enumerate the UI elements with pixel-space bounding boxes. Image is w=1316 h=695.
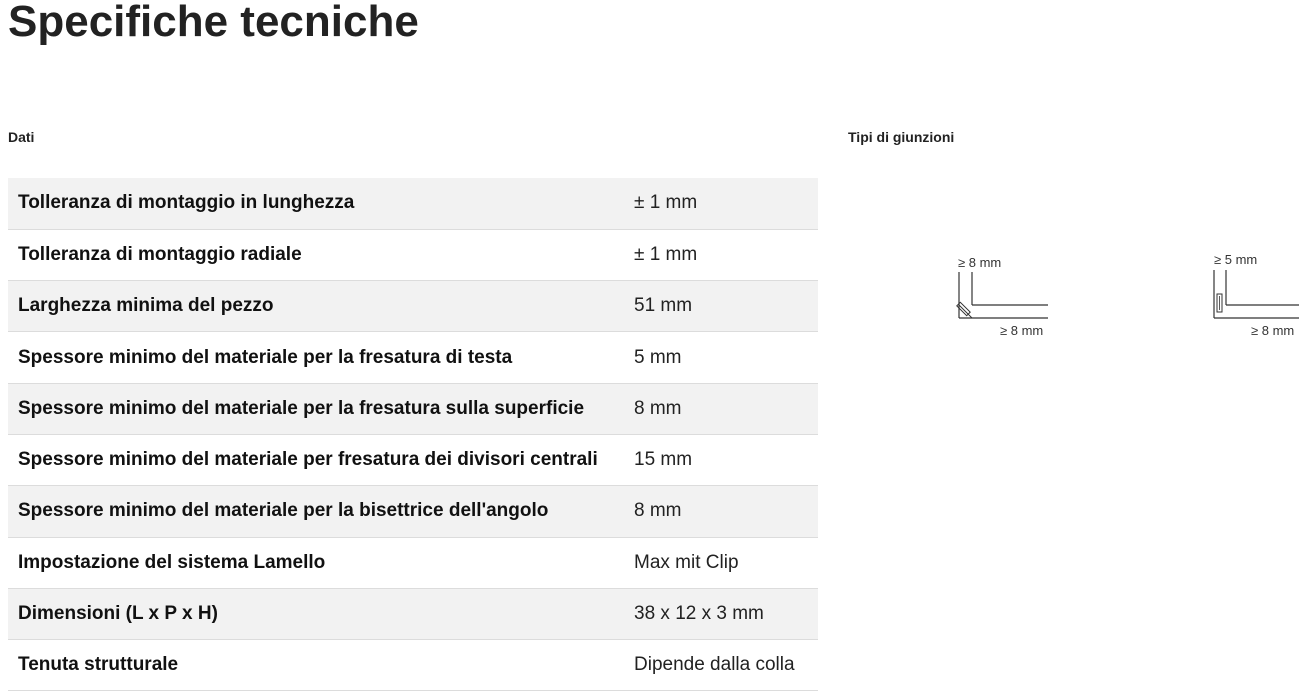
spec-label: Spessore minimo del materiale per fresatura dei divisori centrali [18, 449, 598, 471]
table-row [8, 434, 818, 485]
spec-value: 51 mm [634, 295, 693, 317]
corner-joint-diagram [950, 250, 1060, 345]
spec-value: 15 mm [634, 449, 693, 471]
spec-label: Spessore minimo del materiale per la fresatura sulla superficie [18, 397, 585, 419]
spec-value: ± 1 mm [634, 192, 698, 214]
table-row [8, 588, 818, 639]
spec-value: Dipende dalla colla [634, 654, 795, 676]
table-row [8, 178, 818, 229]
spec-label: Impostazione del sistema Lamello [18, 551, 326, 573]
joint-bottom-dimension: ≥ 8 mm [1000, 323, 1044, 338]
spec-label: Tolleranza di montaggio in lunghezza [18, 192, 355, 214]
spec-value: 5 mm [634, 346, 682, 368]
spec-label: Tenuta strutturale [18, 654, 179, 676]
spec-label: Dimensioni (L x P x H) [18, 603, 218, 625]
butt-joint-diagram [1204, 248, 1314, 345]
table-row [8, 229, 818, 280]
spec-value: 38 x 12 x 3 mm [634, 603, 764, 625]
spec-value: Max mit Clip [634, 551, 739, 573]
spec-label: Tolleranza di montaggio radiale [18, 243, 302, 265]
table-row [8, 332, 818, 383]
spec-table [8, 178, 818, 691]
joint-top-dimension: ≥ 8 mm [958, 255, 1002, 270]
page-title: Specifiche tecniche [8, 0, 419, 46]
section-label-joint-types: Tipi di giunzioni [848, 129, 955, 145]
spec-label: Larghezza minima del pezzo [18, 295, 274, 317]
spec-value: 8 mm [634, 397, 682, 419]
table-row [8, 486, 818, 537]
spec-label: Spessore minimo del materiale per la bisettrice dell'angolo [18, 500, 549, 522]
table-row [8, 281, 818, 332]
spec-label: Spessore minimo del materiale per la fresatura di testa [18, 346, 513, 368]
table-row [8, 640, 818, 691]
joint-bottom-dimension: ≥ 8 mm [1251, 323, 1295, 338]
table-row [8, 383, 818, 434]
table-row [8, 537, 818, 588]
spec-value: ± 1 mm [634, 243, 698, 265]
joint-top-dimension: ≥ 5 mm [1214, 252, 1258, 267]
spec-value: 8 mm [634, 500, 682, 522]
section-label-data: Dati [8, 129, 35, 145]
